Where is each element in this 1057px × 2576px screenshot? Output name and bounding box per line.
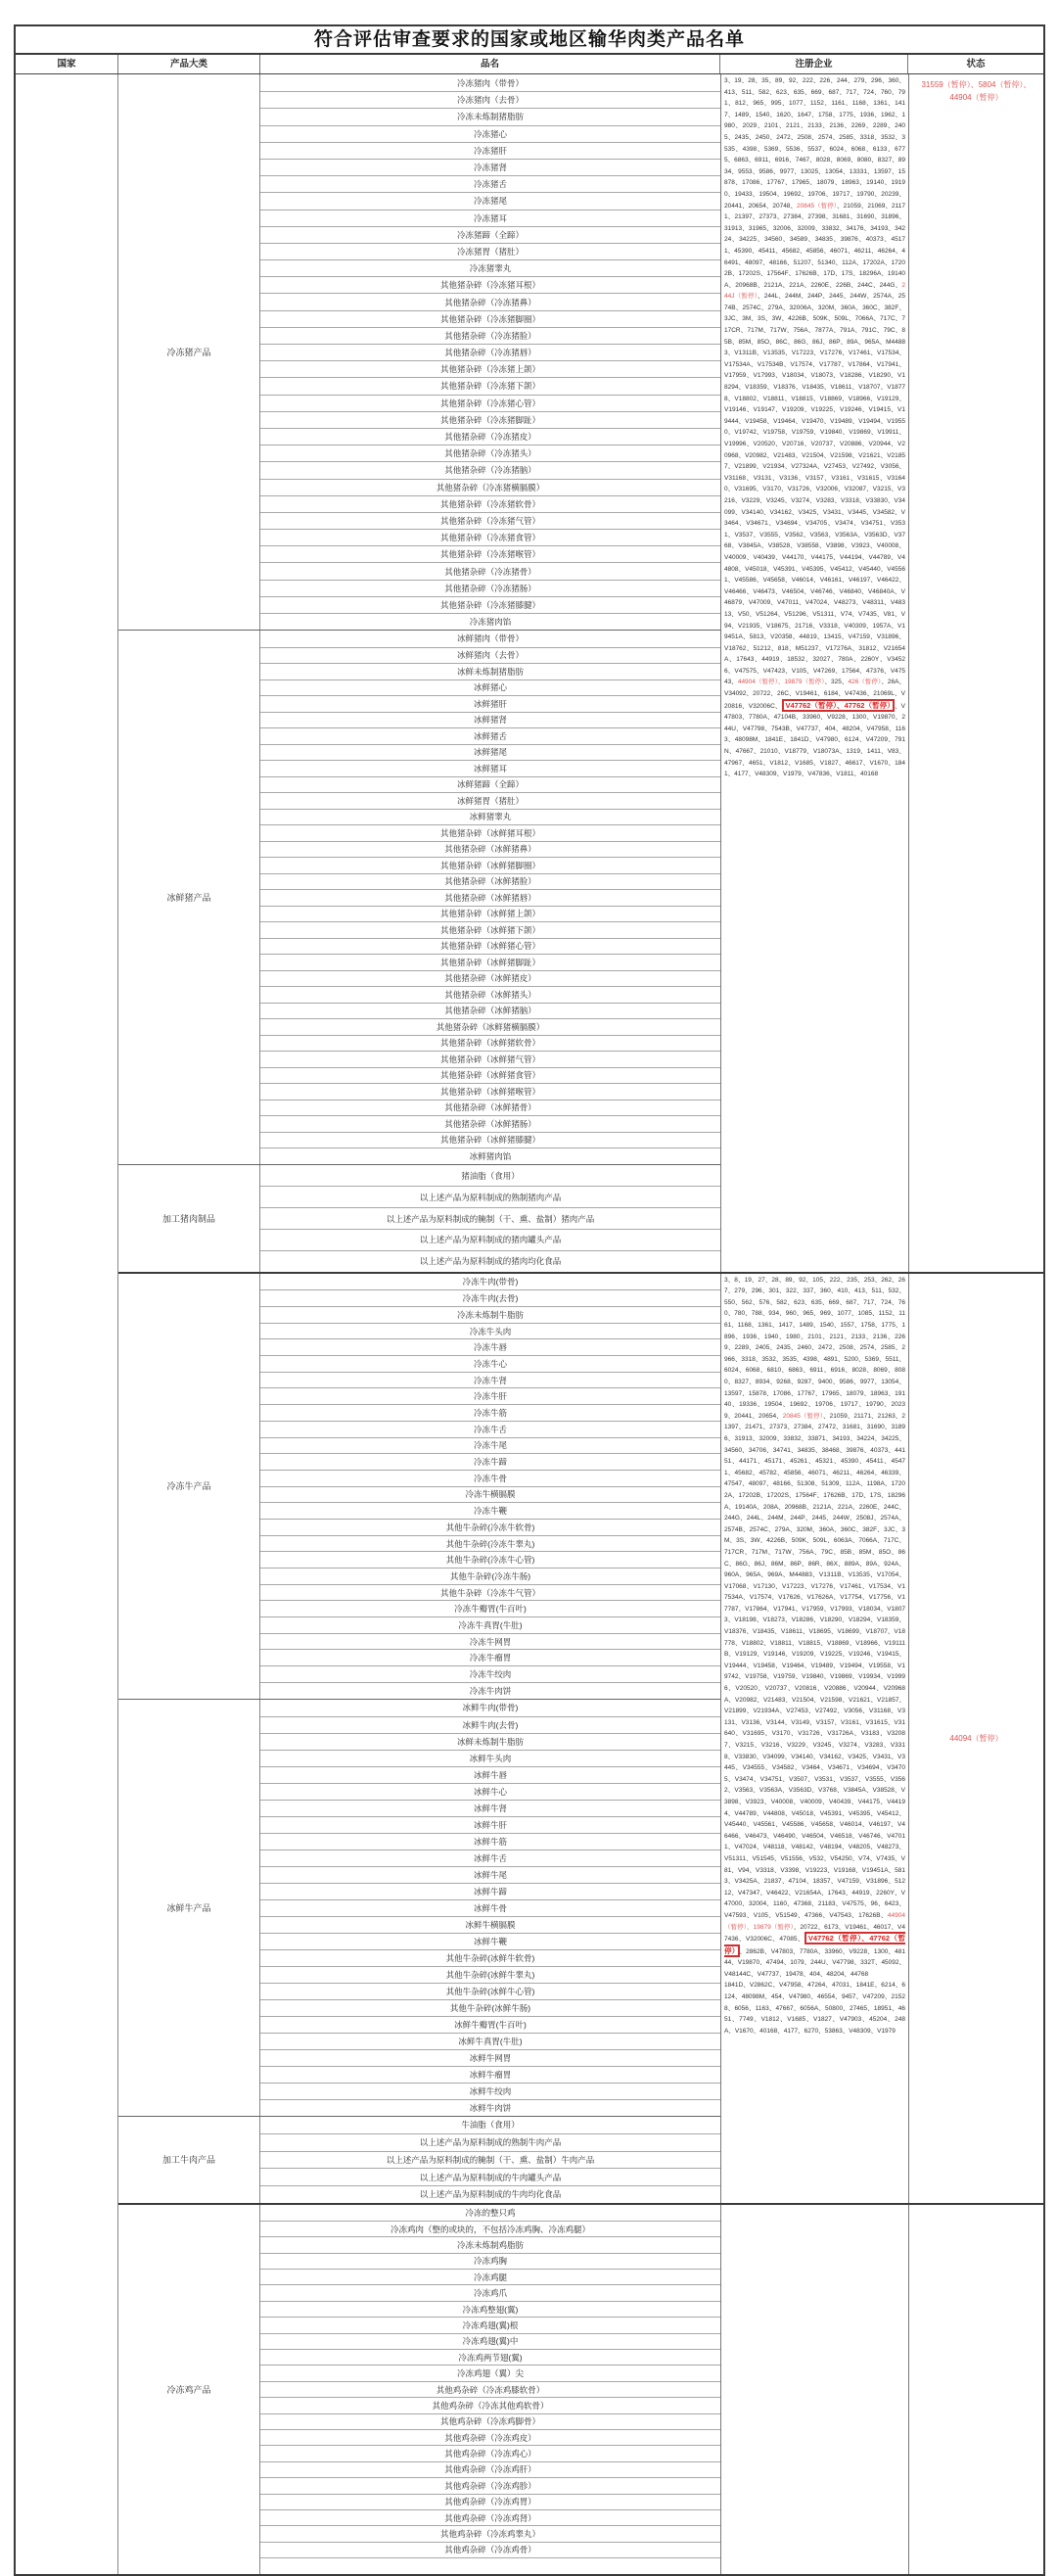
product-row: 冰鲜猪肾 (260, 712, 720, 728)
product-row: 其他猪杂碎（冰鲜猪食管） (260, 1067, 720, 1084)
product-row: 其他猪杂碎（冷冻猪食管） (260, 529, 720, 545)
product-row: 其他猪杂碎（冷冻猪唇） (260, 344, 720, 360)
product-row: 冷冻牛骨 (260, 1470, 720, 1486)
product-row: 以上述产品为原料制成的熟制猪肉产品 (260, 1186, 720, 1207)
enterprise-suspended-text: 44904（暂停）、19879（暂停） (724, 1911, 905, 1931)
enterprise-suspended-text: 20845（暂停） (782, 1412, 824, 1420)
product-row: 其他猪杂碎（冷冻猪横膈膜） (260, 479, 720, 495)
product-row: 冷冻牛网胃 (260, 1633, 720, 1650)
product-row: 猪油脂（食用） (461, 1170, 520, 1181)
enterprise-suspended-text: 244J（暂停） (724, 281, 905, 301)
table-body (16, 74, 1043, 2574)
status-cell (908, 2205, 1043, 2574)
product-row: 其他猪杂碎（冷冻猪膝腱） (260, 596, 720, 613)
product-row: 冰鲜牛肉(去骨) (260, 1716, 720, 1733)
product-row: 冰鲜猪胃（猪肚） (260, 792, 720, 809)
product-row: 冷冻鸡肉（整的或块的，不包括冷冻鸡胸、冷冻鸡腿） (260, 2221, 720, 2236)
product-row: 其他牛杂碎(冰鲜牛肠) (260, 1999, 720, 2016)
product-row: 其他鸡杂碎（冷冻鸡皮） (260, 2429, 720, 2445)
enterprise-text: 、V47803、7780A、47104B、33960、V9228、1300、V19870、244U、V47798、7543B、V47737、404、48204、V47958、1163、48098M、1841E、1841D、V47980、6124、V47209、791N、47667、21010、V18779、V18073A、1319、1411、V83、47967、4651、V1812、V1685、V1827、46617、V1670、1841、4177、V48309、V1979、V47836、V1811、40168 (724, 702, 905, 778)
product-row: 其他猪杂碎（冷冻猪脸） (260, 327, 720, 344)
enterprise-text: 、21059、21069、21171、21397、27373、27384、27398、31681、31690、31896、31913、31965、32006、32009、33832、34176、34193、34224、34225、34560、34589、34835、39876、40373、45171、45390、45411、45682、45856、46071、46211、46264、46491、48097、48166、51207、51340、112A、17202A、17202B、17202S、17564F、17626B、17D、17S、18296A、19140A、20968B、2121A、221A、2260E、226B、244C、244G、 (724, 202, 905, 289)
product-row: 冰鲜未炼制牛脂肪 (260, 1733, 720, 1750)
product-row: 其他猪杂碎（冰鲜猪头） (260, 986, 720, 1003)
product-row: 冷冻鸡爪 (260, 2284, 720, 2300)
product-row: 其他鸡杂碎（冷冻鸡胃） (260, 2494, 720, 2509)
product-row: 冷冻鸡翅（翼）尖 (260, 2365, 720, 2380)
product-row: 冰鲜牛横膈膜 (260, 1916, 720, 1933)
product-row: 其他猪杂碎（冰鲜猪唇） (260, 889, 720, 906)
header-country: 国家 (16, 55, 118, 73)
product-row: 其他猪杂碎（冰鲜猪软骨） (260, 1035, 720, 1052)
product-row: 冷冻猪肉（去骨） (260, 91, 720, 108)
product-row: 其他鸡杂碎（冷冻鸡心） (260, 2445, 720, 2460)
product-row: 冷冻牛心 (260, 1355, 720, 1372)
product-row: 其他鸡杂碎（冷冻鸡膝软骨） (260, 2381, 720, 2397)
enterprise-cell (720, 1274, 908, 2203)
species-group-beef (118, 1272, 1043, 2203)
product-row: 冷冻鸡整翅(翼) (260, 2301, 720, 2317)
product-row: 其他猪杂碎（冷冻猪气管） (260, 512, 720, 529)
product-row: 冷冻猪胃（猪肚） (260, 243, 720, 259)
product-row: 冰鲜猪肝 (260, 695, 720, 712)
product-row: 冰鲜牛头肉 (260, 1750, 720, 1766)
product-row: 其他猪杂碎（冰鲜猪膝腱） (260, 1132, 720, 1148)
product-row: 冰鲜牛真胃(牛肚) (260, 2033, 720, 2049)
product-row: 冷冻鸡胸 (260, 2253, 720, 2269)
product-row: 其他鸡杂碎（冷冻其他鸡软骨） (260, 2397, 720, 2412)
product-row: 冷冻牛肝 (260, 1387, 720, 1404)
product-row: 冰鲜猪耳 (260, 760, 720, 776)
product-row: 冷冻猪尾 (260, 192, 720, 209)
product-row: 冰鲜牛鞭 (260, 1933, 720, 1949)
product-row: 冰鲜牛肉饼 (260, 2099, 720, 2116)
product-row: 以上述产品为原料制成的熟制牛肉产品 (260, 2133, 720, 2151)
product-row: 冰鲜猪肉馅 (260, 1147, 720, 1164)
product-row: 冷冻猪蹄（全蹄） (260, 226, 720, 243)
product-row: 其他鸡杂碎（冷冻鸡肝） (260, 2461, 720, 2477)
product-row: 冷冻猪肝 (260, 142, 720, 159)
enterprise-text: 3、8、19、27、28、89、92、105、222、235、253、262、267、279、296、301、322、337、360、410、413、511、532、550、562、576、582、623、635、669、687、717、724、760、780、788、934、960、965、969、1077、1085、1152、1161、1168、1361、1417、1489、1540、1557、1758、1775、1896、1936、1940、1980、2101、2121、2133、2136、2269、2289、2405、2435、2460、2472、2508、2574、2585、2966、3318、3532、3535、4398、4891、5200、5369、5511、6024、6068、6810、6863、6911、6916、8028、8069、8080、8327、8934、9268、9287、9400、9586、9977、13054、13597、15878、17086、17767、17965、18079、18963、19140、19336、19504、19692、19706、19717、19790、20239、20441、20654、 (724, 1276, 905, 1420)
enterprise-suspended-text: 426（暂停） (848, 679, 882, 686)
product-row: 冷冻鸡翅(翼)根 (260, 2317, 720, 2332)
product-row: 冷冻鸡腿 (260, 2269, 720, 2284)
product-list (260, 631, 720, 1164)
product-row: 其他猪杂碎（冰鲜猪横膈膜） (260, 1018, 720, 1035)
product-row: 冰鲜牛瓣胃(牛百叶) (260, 2016, 720, 2033)
product-row: 其他鸡杂碎（冷冻鸡胗） (260, 2477, 720, 2493)
status-text: 31559（暂停）、5804（暂停）、44904（暂停） (921, 80, 1032, 102)
product-block (118, 1274, 720, 1699)
enterprise-text: 、325、 (824, 679, 849, 686)
product-row: 其他牛杂碎(冷冻牛肠) (260, 1568, 720, 1584)
meat-products-table (14, 24, 1045, 2576)
product-list (260, 1700, 720, 2116)
enterprise-suspended-text: 20845（暂停） (797, 202, 838, 210)
product-list (260, 1274, 720, 1699)
product-row: 其他牛杂碎(冷冻牛睾丸) (260, 1535, 720, 1552)
product-row: 冰鲜牛筋 (260, 1833, 720, 1850)
country-cell (16, 74, 118, 2574)
product-row: 冰鲜猪肉（去骨） (260, 647, 720, 664)
product-row: 冷冻牛舌 (260, 1421, 720, 1437)
product-row: 其他猪杂碎（冷冻猪鼻） (260, 293, 720, 309)
header-category: 产品大类 (118, 55, 260, 73)
product-row: 冷冻牛肉(去骨) (260, 1289, 720, 1306)
product-row: 冰鲜牛舌 (260, 1850, 720, 1866)
product-row: 冷冻猪肉馅 (260, 613, 720, 630)
product-row: 其他猪杂碎（冰鲜猪皮） (260, 970, 720, 987)
product-row: 冷冻未炼制猪脂肪 (260, 108, 720, 124)
category-cell: 冷冻鸡产品 (118, 2205, 260, 2574)
product-row: 其他猪杂碎（冷冻猪软骨） (260, 495, 720, 512)
enterprise-text: 、2862B、V47803、7780A、33960、V9228、1300、48144、V19870、47494、1079、244U、V47798、332T、45092、V48144C、V47737、19478、404、48204、44768 (724, 1947, 906, 1978)
product-row: 其他猪杂碎（冷冻猪心管） (260, 395, 720, 411)
product-row: 冰鲜牛网胃 (260, 2049, 720, 2066)
status-cell (908, 74, 1043, 1272)
status-cell (908, 1274, 1043, 2203)
product-row: 其他猪杂碎（冷冻猪脚圈） (260, 310, 720, 327)
product-row: 冷冻牛肾 (260, 1372, 720, 1388)
enterprise-suspended-text: 44904（暂停）、19879（暂停） (737, 679, 825, 686)
product-row: 冷冻牛绞肉 (260, 1665, 720, 1682)
product-block (118, 2116, 720, 2203)
product-list (260, 2205, 720, 2574)
product-row: 其他猪杂碎（冷冻猪下颌） (260, 377, 720, 394)
product-row: 其他猪杂碎（冷冻猪上颌） (260, 360, 720, 377)
product-row: 以上述产品为原料制成的腌制（干、熏、盐制）猪肉产品 (260, 1207, 720, 1229)
product-row: 冰鲜牛唇 (260, 1766, 720, 1783)
product-row: 冷冻牛唇 (260, 1338, 720, 1355)
header-status: 状态 (966, 59, 986, 70)
product-block (118, 1164, 720, 1272)
product-row: 其他猪杂碎（冰鲜猪耳根） (260, 824, 720, 841)
product-row: 冷冻牛横膈膜 (260, 1486, 720, 1503)
header-product: 品名 (260, 55, 720, 73)
product-row: 其他猪杂碎（冰鲜猪骨） (260, 1100, 720, 1116)
enterprise-cell (720, 2205, 908, 2574)
enterprise-text: 1841D、V2862C、V47958、47264、47031、1841E、6214、6124、48098M、454、V47980、46554、9457、V47209、21528、6056、1163、47667、6056A、50800、27465、18951、4651、7749、V1812、V1685、V1827、V47903、45204、248A、V1670、40168、4177、6270、53863、V48309、V1979 (724, 1982, 905, 2035)
enterprise-highlight-box: V47762（暂停）、47762（暂停） (724, 1934, 906, 1955)
product-row: 其他猪杂碎（冷冻猪耳根） (260, 276, 720, 293)
product-row: 其他牛杂碎(冰鲜牛软骨) (260, 1949, 720, 1966)
category-cell: 加工牛肉产品 (118, 2117, 260, 2203)
header-enterprise: 注册企业 (720, 55, 908, 73)
category-product-column (118, 1274, 720, 2203)
product-row: 其他猪杂碎（冷冻猪肠） (260, 580, 720, 596)
product-row: 冰鲜牛瘤胃 (260, 2066, 720, 2083)
product-row: 冷冻牛鞭 (260, 1502, 720, 1519)
product-row: 以上述产品为原料制成的猪肉均化食品 (260, 1250, 720, 1272)
category-product-column (118, 74, 720, 1272)
enterprise-text: 、20722、6173、V19461、46017、V47436、V32006C、47085、 (724, 1923, 905, 1944)
product-row: 其他牛杂碎（冷冻牛气管） (260, 1584, 720, 1601)
product-row: 其他猪杂碎（冷冻猪脑） (260, 461, 720, 478)
category-product-column (118, 2205, 720, 2574)
species-groups (118, 74, 1043, 2574)
product-list (260, 1165, 720, 1272)
product-row: 冷冻猪耳 (260, 210, 720, 226)
product-block (118, 2205, 720, 2574)
product-row: 冷冻牛瓣胃(牛百叶) (260, 1600, 720, 1616)
product-row: 其他猪杂碎（冰鲜猪脸） (260, 873, 720, 890)
category-cell: 冰鲜猪产品 (118, 631, 260, 1164)
product-row: 冷冻牛肉饼 (260, 1682, 720, 1699)
product-row: 冷冻猪舌 (260, 175, 720, 192)
product-row: 冷冻猪心 (260, 125, 720, 142)
product-row: 冷冻牛真胃(牛肚) (260, 1616, 720, 1633)
product-row: 冷冻牛瘤胃 (260, 1649, 720, 1665)
product-row: 其他猪杂碎（冰鲜猪上颌） (260, 906, 720, 922)
product-row: 冷冻猪肾 (260, 159, 720, 175)
product-row: 其他猪杂碎（冷冻猪喉管） (260, 545, 720, 562)
product-row: 其他猪杂碎（冰鲜猪脚趾） (260, 954, 720, 970)
product-row: 冰鲜牛绞肉 (260, 2083, 720, 2099)
product-row: 冷冻牛蹄 (260, 1453, 720, 1470)
product-row: 牛油脂（食用） (461, 2120, 520, 2131)
product-row: 其他牛杂碎(冰鲜牛睾丸) (260, 1966, 720, 1983)
product-block (118, 630, 720, 1164)
product-row: 冰鲜牛肉(带骨) (462, 1703, 519, 1713)
enterprise-text: 、244L、244M、244P、2445、244W、2574A、2574B、2574C、279A、32006A、320M、360A、360C、382F、3JC、3M、3S、3W、4226B、509K、509L、7066A、717C、717CR、717M、717W、756A、7877A、791A、791C、79C、85B、85M、85O、86C、86G、86J、86P、89A、965A、M44883、V1311B、V13535、V17223、V17276、V17461、V17534、V17534A、V17534B、V17574、V17787、V17864、V17941、V17959、V17993、V18034、V18073、V18286、V18290、V18294、V18359、V18376、V18435、V18611、V18707、V18778、V18802、V18811、V18815、V18869、V18966、V19129、V19146、V19147、V19209、V19225、V19246、V19415、V19444、V19458、V19464、V19470、V19489、V19494、V19550、V19742、V19758、V19759、V19840、V19869、V19911、V19996、V20520、V20716、V20737、V20886、V20944、V20968、V20982、V21483、V21504、V21598、V21621、V21857、V21899、V21934、V27324A、V27453、V27492、V3056、V31168、V3131、V3136、V3157、V3161、V31615、V31640、V31695、V3170、V31726、V32006、V32087、V3215、V3216、V3229、V3245、V3274、V3283、V3318、V33830、V34099、V34140、V34162、V3425、V3431、V3445、V34582、V3464、V34671、V34694、V34705、V3474、V34751、V3531、V3537、V3555、V3562、V3563、V3563A、V3563D、V3768、V3845A、V38528、V38558、V3898、V3923、V40008、V40009、V40439、V44170、V44175、V44194、V44789、V44808、V45018、V45391、V45395、V45412、V45440、V45561、V45586、V45658、V46014、V46161、V46197、V46422、V46466、V46473、V46504、V46746、V46840、V46840A、V46879、V47009、V47011、V47024、V48273、V48311、V48313、V50、V51264、V51296、V51311、V74、V7435、V81、V94、V21935、V18675、21716、V3318、V40309、1957A、V19451A、5813、V20358、44819、13415、V47159、V31896、V18762、51212、818、M51237、V17276A、31812、V21654A、17643、44919、18532、32027、780A、2260Y、V34526、V47575、V47423、V105、V47269、17564、47376、V47543、 (724, 293, 905, 686)
product-row: 冰鲜牛肾 (260, 1800, 720, 1816)
enterprise-highlight-box: V47762（暂停）、47762（暂停） (782, 699, 896, 712)
category-cell: 冰鲜牛产品 (118, 1700, 260, 2116)
product-row: 冰鲜猪心 (260, 679, 720, 696)
product-row: 冰鲜猪舌 (260, 727, 720, 744)
product-row: 其他猪杂碎（冷冻猪头） (260, 445, 720, 461)
category-cell: 加工猪肉制品 (118, 1165, 260, 1272)
product-row: 其他牛杂碎(冷冻牛心管) (260, 1551, 720, 1568)
table-title: 符合评估审查要求的国家或地区输华肉类产品名单 (16, 26, 1043, 55)
species-group-chicken (118, 2203, 1043, 2574)
enterprise-cell (720, 74, 908, 1272)
product-row: 冰鲜牛肝 (260, 1816, 720, 1833)
product-list (260, 2117, 720, 2203)
product-row: 冰鲜牛尾 (260, 1866, 720, 1883)
product-list (260, 74, 720, 630)
product-row: 以上述产品为原料制成的猪肉罐头产品 (260, 1229, 720, 1250)
product-row: 冰鲜牛心 (260, 1783, 720, 1800)
product-row: 冰鲜牛骨 (260, 1899, 720, 1916)
product-row: 冰鲜猪尾 (260, 744, 720, 761)
category-cell: 冷冻牛产品 (118, 1274, 260, 1699)
product-row: 其他猪杂碎（冷冻猪骨） (260, 562, 720, 579)
product-row: 以上述产品为原料制成的牛肉罐头产品 (260, 2168, 720, 2185)
product-row: 其他牛杂碎(冰鲜牛心管) (260, 1983, 720, 1999)
product-row: 其他猪杂碎（冷冻猪脚趾） (260, 411, 720, 428)
product-row: 冰鲜猪睾丸 (260, 809, 720, 825)
product-row: 冷冻牛尾 (260, 1437, 720, 1454)
product-row: 冷冻牛头肉 (260, 1323, 720, 1339)
enterprise-text: 、26A、V34092、20722、26C、V19461、6184、V47436、21069L、V20816、V32006C、 (724, 679, 905, 710)
product-row: 以上述产品为原料制成的牛肉均化食品 (260, 2185, 720, 2203)
product-row: 冷冻猪睾丸 (260, 259, 720, 276)
enterprise-text: 、21059、21171、21263、21397、21471、27373、27384、27472、31681、31690、31896、31913、32009、33832、33871、34193、34224、34225、34560、34706、34741、34835、38468、39876、40373、44151、44171、45171、45261、45321、45390、45411、45471、45682、45782、45856、46071、46211、46264、46339、47547、48097、48166、51308、51309、112A、1198A、17202A、17202B、17202S、17564F、17626B、17D、17S、18296A、19140A、208A、20968B、2121A、221A、2260E、244C、244G、244L、244M、244P、2445、244W、2508J、2574A、2574B、2574C、279A、320M、360A、360C、382F、3JC、3M、3S、3W、4226B、509K、509L、6063A、7066A、717C、717CR、717M、717W、756A、79C、85B、85M、85O、86C、86G、86J、86M、86P、86R、86X、889A、89A、924A、960A、965A、969A、M44883、V1311B、V13535、V17054、V17068、V17130、V17223、V17276、V17461、V17534、V17534A、V17574、V17626、V17626A、V17754、V17756、V17787、V17864、V17941、V17959、V17993、V18034、V18073、V18198、V18273、V18286、V18290、V18294、V18359、V18376、V18435、V18611、V18695、V18699、V18707、V18778、V18802、V18811、V18815、V18869、V18966、V19111B、V19129、V19146、V19209、V19225、V19246、V19415、V19444、V19458、V19464、V19489、V19494、V19558、V19742、V19758、V19759、V19840、V19869、V19934、V19996、V20520、V20737、V20816、V20886、V20944、V20968A、V20982、V21483、V21504、V21598、V21621、V21857、V21899、V21934A、V27453、V27492、V3056、V31168、V3131、V3136、V3144、V3149、V3157、V3161、V31615、V31640、V31695、V3170、V31726、V31726A、V3183、V32087、V3215、V3216、V3229、V3245、V3274、V3283、V3318、V33830、V34099、V34140、V34162、V3425、V3431、V3445、V34555、V34582、V3464、V34671、V34694、V34705、V3474、V34751、V3507、V3531、V3537、V3555、V3562、V3563、V3563A、V3563D、V3768、V3845A、V38528、V3898、V3923、V40008、V40009、V40439、V44175、V44194、V44789、V44808、V45018、V45391、V45395、V45412、V45440、V45561、V45586、V45658、V46014、V46197、V46466、V46473、V46490、V46504、V46518、V46746、V47011、V47024、V48118、V48142、V48194、V48205、V48273、V51311、V51545、V51556、V532、V54250、V74、V7435、V81、V94、V3318、V3398、V19223、V19168、V19451A、5813、V3425A、21837、47104、18357、V47159、V31896、51212、V47347、V46422、V21654A、17643、44919、2260Y、V47000、32004、1160、47368、21183、V47575、96、6423、V47593、V105、V51549、47366、V47543、17626B、 (724, 1412, 906, 1919)
product-row: 其他鸡杂碎（冷冻鸡脚骨） (260, 2413, 720, 2429)
product-row: 冷冻猪肉（带骨） (456, 77, 524, 88)
product-row: 冰鲜猪蹄（全蹄） (260, 776, 720, 793)
product-row: 冷冻鸡两节翅(翼) (260, 2349, 720, 2365)
product-row: 其他猪杂碎（冰鲜猪气管） (260, 1051, 720, 1067)
enterprise-text: 3、19、28、35、89、92、222、226、244、279、296、360、413、511、582、623、635、669、687、717、724、760、791、812、965、995、1077、1152、1161、1168、1361、1417、1489、1540、1620、1647、1758、1775、1936、1962、1980、2029、2101、2121、2133、2136、2269、2289、2405、2435、2450、2472、2508、2574、2585、3318、3532、3535、4398、5369、5536、5537、6024、6068、6133、6775、6863、6911、6916、7467、8028、8069、8080、8327、8934、9553、9586、9977、13025、13054、13331、13597、15878、17086、17767、17965、18079、18963、19140、19190、19433、19504、19692、19706、19717、19790、20239、20441、20654、20748、 (724, 77, 905, 210)
product-row: 其他猪杂碎（冰鲜猪肠） (260, 1115, 720, 1132)
category-cell: 冷冻猪产品 (118, 74, 260, 630)
product-row: 冷冻未炼制牛脂肪 (260, 1306, 720, 1323)
product-row: 其他猪杂碎（冰鲜猪脚圈） (260, 857, 720, 873)
product-row: 其他猪杂碎（冰鲜猪喉管） (260, 1083, 720, 1100)
product-block (118, 1699, 720, 2116)
product-row: 冰鲜牛蹄 (260, 1883, 720, 1899)
product-row: 冷冻鸡翅(翼)中 (260, 2333, 720, 2349)
product-row: 冷冻牛肉(带骨) (462, 1277, 519, 1288)
product-row: 冰鲜猪肉（带骨） (456, 633, 524, 644)
product-row: 其他猪杂碎（冰鲜猪鼻） (260, 841, 720, 858)
product-row: 其他牛杂碎(冷冻牛软骨) (260, 1519, 720, 1535)
product-row: 其他猪杂碎（冰鲜猪心管） (260, 938, 720, 955)
product-row: 其他鸡杂碎（冷冻鸡肾） (260, 2509, 720, 2525)
product-row: 冰鲜未炼制猪脂肪 (260, 663, 720, 679)
product-row: 冷冻牛筋 (260, 1404, 720, 1421)
table-header-row (16, 55, 1043, 74)
product-row: 其他猪杂碎（冰鲜猪下颌） (260, 921, 720, 938)
product-row (260, 2557, 720, 2573)
product-block (118, 74, 720, 630)
status-text: 44094（暂停） (949, 1733, 1003, 1743)
product-row: 其他猪杂碎（冰鲜猪脑） (260, 1003, 720, 1019)
product-row: 其他鸡杂碎（冷冻鸡睾丸） (260, 2525, 720, 2541)
species-group-pork (118, 74, 1043, 1272)
product-row: 冷冻未炼制鸡脂肪 (260, 2236, 720, 2252)
product-row: 其他鸡杂碎（冷冻鸡骨） (260, 2542, 720, 2557)
product-row: 冷冻的整只鸡 (465, 2207, 516, 2218)
product-row: 以上述产品为原料制成的腌制（干、熏、盐制）牛肉产品 (260, 2151, 720, 2169)
product-row: 其他猪杂碎（冷冻猪皮） (260, 428, 720, 445)
